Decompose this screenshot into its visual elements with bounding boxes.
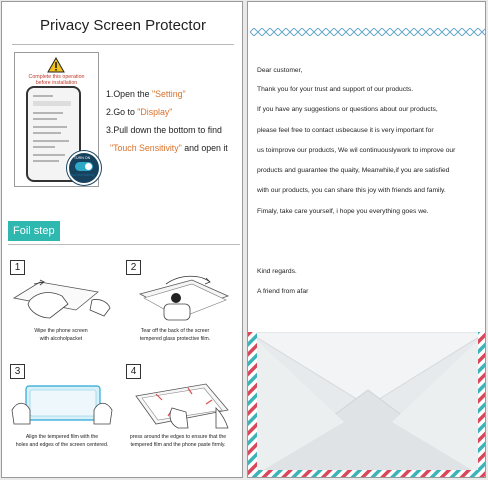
page-title: Privacy Screen Protector bbox=[40, 17, 206, 34]
warning-text: Complete this operation before installation bbox=[28, 74, 85, 87]
letter-line: products and guarantee the quaity, Meanwhile,if you are satisfied bbox=[257, 167, 450, 174]
align-film-illustration bbox=[8, 380, 116, 430]
letter-regards: Kind regards. bbox=[257, 268, 297, 275]
title-divider bbox=[12, 44, 234, 45]
step-number-1: 1 bbox=[10, 260, 25, 275]
letter-line: Fimaly, take care yourself, i hope you everything goes we. bbox=[257, 208, 429, 215]
step-3-caption: Align the tempered film with the holes and edges of the screen centered. bbox=[15, 434, 109, 448]
foil-step-heading: Foil step bbox=[8, 221, 60, 241]
step-pull-down: 3.Pull down the bottom to find bbox=[106, 125, 222, 135]
step-touch-sensitivity: "Touch Sensitivity" and open it bbox=[110, 143, 228, 153]
press-edges-illustration bbox=[128, 378, 234, 430]
warning-icon bbox=[47, 57, 65, 73]
letter-signature: A friend from afar bbox=[257, 288, 309, 295]
instruction-card bbox=[1, 1, 243, 478]
tear-film-illustration bbox=[130, 274, 234, 326]
foil-divider bbox=[8, 244, 240, 245]
letter-greeting: Dear customer, bbox=[257, 67, 303, 74]
settings-steps bbox=[106, 85, 243, 157]
letter-line: Thank you for your trust and support of our products. bbox=[257, 86, 414, 93]
step-number-3: 3 bbox=[10, 364, 25, 379]
step-1-caption: Wipe the phone screen with alcoholpacket bbox=[34, 328, 88, 342]
letter-line: us toimprove our products, We wil continuouslywork to improve our bbox=[257, 147, 456, 154]
step-open-setting: 1.Open the "Setting" bbox=[106, 89, 186, 99]
letter-line: with our products, you can share this joy with friends and family. bbox=[257, 187, 446, 194]
letter-line: please feel free to contact usbecause it is very important for bbox=[257, 127, 434, 134]
step-number-2: 2 bbox=[126, 260, 141, 275]
touch-sensitivity-label: TURN ON Touchsensitivity bbox=[69, 156, 95, 177]
airmail-envelope-illustration bbox=[248, 332, 486, 478]
thank-you-letter-card bbox=[247, 1, 486, 478]
step-4-caption: press around the edges to ensure that the tempered film and the phone paste firmly. bbox=[129, 434, 227, 448]
step-2-caption: Tear off the back of the screer tempered glass protective film. bbox=[139, 328, 211, 342]
zigzag-border bbox=[248, 28, 486, 36]
settings-illustration bbox=[14, 52, 99, 187]
letter-line: If you have any suggestions or questions about our products, bbox=[257, 106, 438, 113]
wipe-screen-illustration bbox=[10, 274, 116, 324]
step-number-4: 4 bbox=[126, 364, 141, 379]
step-go-display: 2.Go to "Display" bbox=[106, 107, 173, 117]
